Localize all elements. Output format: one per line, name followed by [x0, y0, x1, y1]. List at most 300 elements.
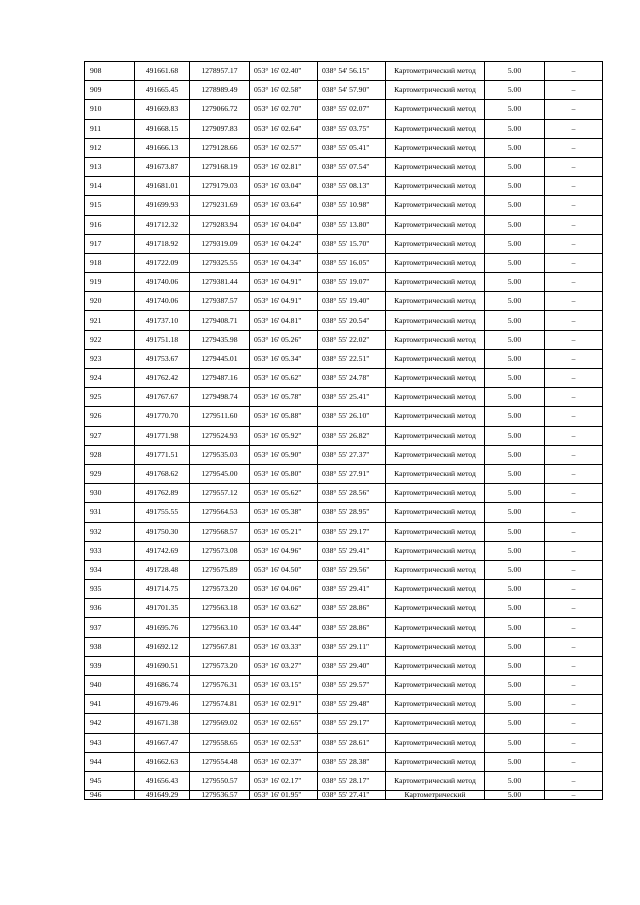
method-cell: Картометрический метод — [386, 676, 485, 695]
latitude-cell: 053° 16' 04.91" — [250, 273, 318, 292]
note-cell: – — [545, 369, 603, 388]
note-cell: – — [545, 541, 603, 560]
table-row — [85, 541, 603, 560]
x-coordinate-cell: 491762.42 — [135, 369, 190, 388]
table-row — [85, 215, 603, 234]
table-row — [85, 273, 603, 292]
method-cell: Картометрический метод — [386, 273, 485, 292]
y-coordinate-cell: 1279545.00 — [190, 464, 250, 483]
note-cell: – — [545, 311, 603, 330]
latitude-cell: 053° 16' 02.17" — [250, 771, 318, 790]
longitude-cell: 038° 55' 03.75" — [318, 119, 386, 138]
x-coordinate-cell: 491695.76 — [135, 618, 190, 637]
longitude-cell: 038° 55' 29.40" — [318, 656, 386, 675]
method-cell: Картометрический метод — [386, 215, 485, 234]
x-coordinate-cell: 491669.83 — [135, 100, 190, 119]
longitude-cell: 038° 54' 56.15" — [318, 62, 386, 81]
accuracy-cell: 5.00 — [485, 771, 545, 790]
table-row — [85, 292, 603, 311]
x-coordinate-cell: 491753.67 — [135, 349, 190, 368]
y-coordinate-cell: 1278989.49 — [190, 81, 250, 100]
table-row — [85, 791, 603, 800]
latitude-cell: 053° 16' 05.90" — [250, 445, 318, 464]
longitude-cell: 038° 55' 29.11" — [318, 637, 386, 656]
method-cell: Картометрический метод — [386, 349, 485, 368]
x-coordinate-cell: 491681.01 — [135, 177, 190, 196]
longitude-cell: 038° 55' 02.07" — [318, 100, 386, 119]
y-coordinate-cell: 1279511.60 — [190, 407, 250, 426]
latitude-cell: 053° 16' 03.64" — [250, 196, 318, 215]
point-number-cell: 934 — [85, 560, 135, 579]
accuracy-cell: 5.00 — [485, 81, 545, 100]
point-number-cell: 927 — [85, 426, 135, 445]
x-coordinate-cell: 491742.69 — [135, 541, 190, 560]
point-number-cell: 941 — [85, 695, 135, 714]
accuracy-cell: 5.00 — [485, 656, 545, 675]
y-coordinate-cell: 1279536.57 — [190, 791, 250, 800]
y-coordinate-cell: 1279564.53 — [190, 503, 250, 522]
y-coordinate-cell: 1279567.81 — [190, 637, 250, 656]
note-cell: – — [545, 560, 603, 579]
table-row — [85, 62, 603, 81]
note-cell: – — [545, 388, 603, 407]
y-coordinate-cell: 1279066.72 — [190, 100, 250, 119]
method-cell: Картометрический метод — [386, 138, 485, 157]
y-coordinate-cell: 1279554.48 — [190, 752, 250, 771]
table-row — [85, 580, 603, 599]
table-row — [85, 522, 603, 541]
longitude-cell: 038° 55' 28.56" — [318, 484, 386, 503]
method-cell: Картометрический метод — [386, 234, 485, 253]
note-cell: – — [545, 177, 603, 196]
note-cell: – — [545, 407, 603, 426]
note-cell: – — [545, 464, 603, 483]
table-row — [85, 426, 603, 445]
point-number-cell: 909 — [85, 81, 135, 100]
point-number-cell: 946 — [85, 791, 135, 800]
method-cell: Картометрический метод — [386, 599, 485, 618]
method-cell: Картометрический метод — [386, 292, 485, 311]
longitude-cell: 038° 55' 29.57" — [318, 676, 386, 695]
point-number-cell: 921 — [85, 311, 135, 330]
longitude-cell: 038° 55' 13.80" — [318, 215, 386, 234]
latitude-cell: 053° 16' 02.81" — [250, 157, 318, 176]
point-number-cell: 915 — [85, 196, 135, 215]
table-row — [85, 676, 603, 695]
accuracy-cell: 5.00 — [485, 215, 545, 234]
latitude-cell: 053° 16' 02.57" — [250, 138, 318, 157]
x-coordinate-cell: 491667.47 — [135, 733, 190, 752]
method-cell: Картометрический метод — [386, 177, 485, 196]
point-number-cell: 912 — [85, 138, 135, 157]
table-row — [85, 445, 603, 464]
y-coordinate-cell: 1279487.16 — [190, 369, 250, 388]
note-cell: – — [545, 445, 603, 464]
longitude-cell: 038° 55' 19.07" — [318, 273, 386, 292]
note-cell: – — [545, 196, 603, 215]
accuracy-cell: 5.00 — [485, 253, 545, 272]
accuracy-cell: 5.00 — [485, 407, 545, 426]
longitude-cell: 038° 55' 16.05" — [318, 253, 386, 272]
y-coordinate-cell: 1279550.57 — [190, 771, 250, 790]
x-coordinate-cell: 491718.92 — [135, 234, 190, 253]
x-coordinate-cell: 491771.98 — [135, 426, 190, 445]
longitude-cell: 038° 55' 29.17" — [318, 522, 386, 541]
x-coordinate-cell: 491714.75 — [135, 580, 190, 599]
y-coordinate-cell: 1279573.20 — [190, 580, 250, 599]
table-row — [85, 484, 603, 503]
accuracy-cell: 5.00 — [485, 157, 545, 176]
x-coordinate-cell: 491712.32 — [135, 215, 190, 234]
longitude-cell: 038° 55' 29.48" — [318, 695, 386, 714]
accuracy-cell: 5.00 — [485, 752, 545, 771]
longitude-cell: 038° 55' 28.86" — [318, 618, 386, 637]
accuracy-cell: 5.00 — [485, 369, 545, 388]
method-cell: Картометрический метод — [386, 445, 485, 464]
y-coordinate-cell: 1279557.12 — [190, 484, 250, 503]
y-coordinate-cell: 1279179.03 — [190, 177, 250, 196]
method-cell: Картометрический метод — [386, 541, 485, 560]
accuracy-cell: 5.00 — [485, 503, 545, 522]
table-row — [85, 771, 603, 790]
y-coordinate-cell: 1279576.31 — [190, 676, 250, 695]
note-cell: – — [545, 138, 603, 157]
note-cell: – — [545, 656, 603, 675]
point-number-cell: 937 — [85, 618, 135, 637]
longitude-cell: 038° 55' 29.41" — [318, 541, 386, 560]
table-row — [85, 81, 603, 100]
coordinates-table — [84, 61, 603, 800]
accuracy-cell: 5.00 — [485, 791, 545, 800]
longitude-cell: 038° 55' 10.98" — [318, 196, 386, 215]
latitude-cell: 053° 16' 03.04" — [250, 177, 318, 196]
table-row — [85, 714, 603, 733]
latitude-cell: 053° 16' 05.80" — [250, 464, 318, 483]
latitude-cell: 053° 16' 04.34" — [250, 253, 318, 272]
table-row — [85, 733, 603, 752]
longitude-cell: 038° 55' 22.02" — [318, 330, 386, 349]
method-cell: Картометрический метод — [386, 637, 485, 656]
latitude-cell: 053° 16' 04.81" — [250, 311, 318, 330]
latitude-cell: 053° 16' 02.70" — [250, 100, 318, 119]
table-row — [85, 503, 603, 522]
accuracy-cell: 5.00 — [485, 292, 545, 311]
note-cell: – — [545, 253, 603, 272]
table-row — [85, 388, 603, 407]
x-coordinate-cell: 491751.18 — [135, 330, 190, 349]
longitude-cell: 038° 55' 27.91" — [318, 464, 386, 483]
method-cell: Картометрический метод — [386, 196, 485, 215]
y-coordinate-cell: 1279387.57 — [190, 292, 250, 311]
table-row — [85, 177, 603, 196]
method-cell: Картометрический метод — [386, 426, 485, 445]
point-number-cell: 914 — [85, 177, 135, 196]
accuracy-cell: 5.00 — [485, 234, 545, 253]
accuracy-cell: 5.00 — [485, 177, 545, 196]
x-coordinate-cell: 491692.12 — [135, 637, 190, 656]
note-cell: – — [545, 484, 603, 503]
y-coordinate-cell: 1279128.66 — [190, 138, 250, 157]
point-number-cell: 943 — [85, 733, 135, 752]
x-coordinate-cell: 491673.87 — [135, 157, 190, 176]
method-cell: Картометрический метод — [386, 464, 485, 483]
point-number-cell: 916 — [85, 215, 135, 234]
longitude-cell: 038° 55' 26.82" — [318, 426, 386, 445]
latitude-cell: 053° 16' 05.62" — [250, 369, 318, 388]
table-row — [85, 330, 603, 349]
accuracy-cell: 5.00 — [485, 676, 545, 695]
latitude-cell: 053° 16' 05.21" — [250, 522, 318, 541]
latitude-cell: 053° 16' 05.26" — [250, 330, 318, 349]
method-cell: Картометрический метод — [386, 695, 485, 714]
y-coordinate-cell: 1279445.01 — [190, 349, 250, 368]
longitude-cell: 038° 55' 05.41" — [318, 138, 386, 157]
table-row — [85, 599, 603, 618]
point-number-cell: 940 — [85, 676, 135, 695]
latitude-cell: 053° 16' 02.64" — [250, 119, 318, 138]
point-number-cell: 945 — [85, 771, 135, 790]
method-cell: Картометрический метод — [386, 369, 485, 388]
note-cell: – — [545, 119, 603, 138]
accuracy-cell: 5.00 — [485, 138, 545, 157]
table-row — [85, 100, 603, 119]
coordinates-table-body — [85, 62, 603, 800]
accuracy-cell: 5.00 — [485, 62, 545, 81]
note-cell: – — [545, 273, 603, 292]
longitude-cell: 038° 55' 27.41" — [318, 791, 386, 800]
point-number-cell: 913 — [85, 157, 135, 176]
table-row — [85, 138, 603, 157]
y-coordinate-cell: 1279097.83 — [190, 119, 250, 138]
note-cell: – — [545, 580, 603, 599]
x-coordinate-cell: 491750.30 — [135, 522, 190, 541]
longitude-cell: 038° 55' 26.10" — [318, 407, 386, 426]
x-coordinate-cell: 491722.09 — [135, 253, 190, 272]
longitude-cell: 038° 55' 27.37" — [318, 445, 386, 464]
y-coordinate-cell: 1279569.02 — [190, 714, 250, 733]
point-number-cell: 922 — [85, 330, 135, 349]
table-row — [85, 196, 603, 215]
note-cell: – — [545, 637, 603, 656]
accuracy-cell: 5.00 — [485, 464, 545, 483]
note-cell: – — [545, 791, 603, 800]
table-row — [85, 349, 603, 368]
latitude-cell: 053° 16' 05.92" — [250, 426, 318, 445]
note-cell: – — [545, 100, 603, 119]
note-cell: – — [545, 714, 603, 733]
point-number-cell: 924 — [85, 369, 135, 388]
longitude-cell: 038° 55' 15.70" — [318, 234, 386, 253]
latitude-cell: 053° 16' 03.15" — [250, 676, 318, 695]
table-row — [85, 369, 603, 388]
accuracy-cell: 5.00 — [485, 733, 545, 752]
table-row — [85, 695, 603, 714]
note-cell: – — [545, 330, 603, 349]
x-coordinate-cell: 491701.35 — [135, 599, 190, 618]
x-coordinate-cell: 491690.51 — [135, 656, 190, 675]
y-coordinate-cell: 1279573.20 — [190, 656, 250, 675]
y-coordinate-cell: 1279319.09 — [190, 234, 250, 253]
accuracy-cell: 5.00 — [485, 100, 545, 119]
longitude-cell: 038° 55' 28.61" — [318, 733, 386, 752]
latitude-cell: 053° 16' 02.40" — [250, 62, 318, 81]
note-cell: – — [545, 676, 603, 695]
point-number-cell: 908 — [85, 62, 135, 81]
method-cell: Картометрический метод — [386, 311, 485, 330]
method-cell: Картометрический метод — [386, 503, 485, 522]
point-number-cell: 926 — [85, 407, 135, 426]
note-cell: – — [545, 292, 603, 311]
accuracy-cell: 5.00 — [485, 349, 545, 368]
longitude-cell: 038° 55' 29.56" — [318, 560, 386, 579]
y-coordinate-cell: 1279231.69 — [190, 196, 250, 215]
table-row — [85, 752, 603, 771]
x-coordinate-cell: 491656.43 — [135, 771, 190, 790]
longitude-cell: 038° 55' 07.54" — [318, 157, 386, 176]
latitude-cell: 053° 16' 03.27" — [250, 656, 318, 675]
longitude-cell: 038° 55' 25.41" — [318, 388, 386, 407]
method-cell: Картометрический метод — [386, 157, 485, 176]
x-coordinate-cell: 491679.46 — [135, 695, 190, 714]
accuracy-cell: 5.00 — [485, 695, 545, 714]
latitude-cell: 053° 16' 02.37" — [250, 752, 318, 771]
note-cell: – — [545, 234, 603, 253]
note-cell: – — [545, 426, 603, 445]
latitude-cell: 053° 16' 01.95" — [250, 791, 318, 800]
y-coordinate-cell: 1279524.93 — [190, 426, 250, 445]
method-cell: Картометрический метод — [386, 752, 485, 771]
method-cell: Картометрический метод — [386, 388, 485, 407]
note-cell: – — [545, 771, 603, 790]
point-number-cell: 928 — [85, 445, 135, 464]
latitude-cell: 053° 16' 05.78" — [250, 388, 318, 407]
x-coordinate-cell: 491767.67 — [135, 388, 190, 407]
point-number-cell: 944 — [85, 752, 135, 771]
latitude-cell: 053° 16' 02.53" — [250, 733, 318, 752]
latitude-cell: 053° 16' 04.24" — [250, 234, 318, 253]
note-cell: – — [545, 599, 603, 618]
x-coordinate-cell: 491666.13 — [135, 138, 190, 157]
latitude-cell: 053° 16' 03.44" — [250, 618, 318, 637]
accuracy-cell: 5.00 — [485, 311, 545, 330]
accuracy-cell: 5.00 — [485, 522, 545, 541]
method-cell: Картометрический метод — [386, 62, 485, 81]
method-cell: Картометрический метод — [386, 714, 485, 733]
point-number-cell: 932 — [85, 522, 135, 541]
latitude-cell: 053° 16' 05.62" — [250, 484, 318, 503]
accuracy-cell: 5.00 — [485, 273, 545, 292]
x-coordinate-cell: 491662.63 — [135, 752, 190, 771]
method-cell: Картометрический метод — [386, 771, 485, 790]
note-cell: – — [545, 618, 603, 637]
y-coordinate-cell: 1279535.03 — [190, 445, 250, 464]
latitude-cell: 053° 16' 03.62" — [250, 599, 318, 618]
point-number-cell: 939 — [85, 656, 135, 675]
y-coordinate-cell: 1279408.71 — [190, 311, 250, 330]
table-row — [85, 464, 603, 483]
latitude-cell: 053° 16' 05.88" — [250, 407, 318, 426]
x-coordinate-cell: 491740.06 — [135, 273, 190, 292]
note-cell: – — [545, 752, 603, 771]
accuracy-cell: 5.00 — [485, 599, 545, 618]
table-row — [85, 157, 603, 176]
y-coordinate-cell: 1279573.08 — [190, 541, 250, 560]
accuracy-cell: 5.00 — [485, 426, 545, 445]
method-cell: Картометрический метод — [386, 407, 485, 426]
note-cell: – — [545, 157, 603, 176]
y-coordinate-cell: 1279325.55 — [190, 253, 250, 272]
point-number-cell: 920 — [85, 292, 135, 311]
longitude-cell: 038° 55' 29.17" — [318, 714, 386, 733]
y-coordinate-cell: 1279568.57 — [190, 522, 250, 541]
point-number-cell: 918 — [85, 253, 135, 272]
latitude-cell: 053° 16' 05.38" — [250, 503, 318, 522]
note-cell: – — [545, 503, 603, 522]
x-coordinate-cell: 491740.06 — [135, 292, 190, 311]
latitude-cell: 053° 16' 03.33" — [250, 637, 318, 656]
longitude-cell: 038° 55' 28.17" — [318, 771, 386, 790]
method-cell: Картометрический метод — [386, 484, 485, 503]
latitude-cell: 053° 16' 02.65" — [250, 714, 318, 733]
method-cell: Картометрический метод — [386, 522, 485, 541]
accuracy-cell: 5.00 — [485, 388, 545, 407]
x-coordinate-cell: 491755.55 — [135, 503, 190, 522]
x-coordinate-cell: 491671.38 — [135, 714, 190, 733]
table-row — [85, 407, 603, 426]
point-number-cell: 917 — [85, 234, 135, 253]
point-number-cell: 925 — [85, 388, 135, 407]
point-number-cell: 929 — [85, 464, 135, 483]
x-coordinate-cell: 491686.74 — [135, 676, 190, 695]
method-cell: Картометрический метод — [386, 100, 485, 119]
y-coordinate-cell: 1278957.17 — [190, 62, 250, 81]
accuracy-cell: 5.00 — [485, 714, 545, 733]
y-coordinate-cell: 1279283.94 — [190, 215, 250, 234]
latitude-cell: 053° 16' 04.91" — [250, 292, 318, 311]
accuracy-cell: 5.00 — [485, 618, 545, 637]
coordinates-sheet — [84, 61, 602, 800]
table-row — [85, 618, 603, 637]
x-coordinate-cell: 491768.62 — [135, 464, 190, 483]
method-cell: Картометрический метод — [386, 560, 485, 579]
x-coordinate-cell: 491668.15 — [135, 119, 190, 138]
table-row — [85, 253, 603, 272]
longitude-cell: 038° 55' 20.54" — [318, 311, 386, 330]
table-row — [85, 656, 603, 675]
method-cell: Картометрический метод — [386, 253, 485, 272]
table-row — [85, 119, 603, 138]
point-number-cell: 923 — [85, 349, 135, 368]
note-cell: – — [545, 215, 603, 234]
longitude-cell: 038° 55' 28.95" — [318, 503, 386, 522]
point-number-cell: 933 — [85, 541, 135, 560]
point-number-cell: 930 — [85, 484, 135, 503]
note-cell: – — [545, 733, 603, 752]
table-row — [85, 560, 603, 579]
method-cell: Картометрический — [386, 791, 485, 800]
accuracy-cell: 5.00 — [485, 484, 545, 503]
accuracy-cell: 5.00 — [485, 580, 545, 599]
method-cell: Картометрический метод — [386, 81, 485, 100]
y-coordinate-cell: 1279575.89 — [190, 560, 250, 579]
note-cell: – — [545, 695, 603, 714]
accuracy-cell: 5.00 — [485, 541, 545, 560]
latitude-cell: 053° 16' 04.50" — [250, 560, 318, 579]
longitude-cell: 038° 55' 24.78" — [318, 369, 386, 388]
latitude-cell: 053° 16' 04.04" — [250, 215, 318, 234]
x-coordinate-cell: 491699.93 — [135, 196, 190, 215]
y-coordinate-cell: 1279563.18 — [190, 599, 250, 618]
